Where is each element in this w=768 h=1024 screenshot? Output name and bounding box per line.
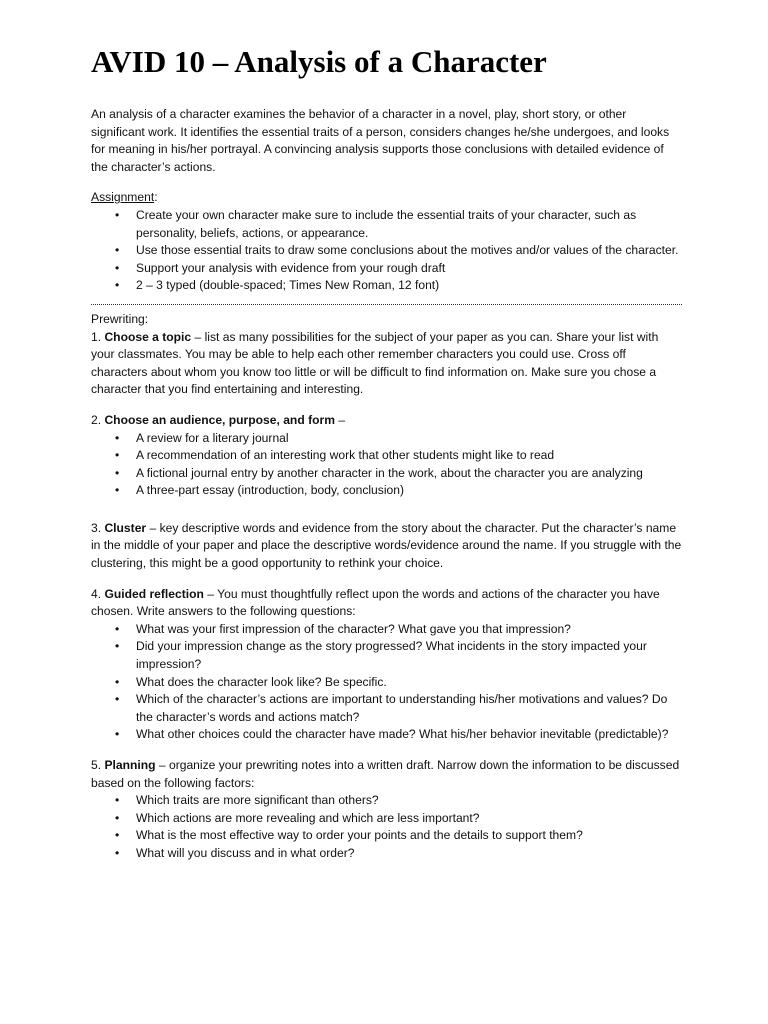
bullet-icon: • (115, 674, 120, 689)
bullet-icon: • (115, 845, 120, 860)
section-number: 5. (91, 758, 105, 772)
list-item (91, 726, 682, 744)
bullet-icon: • (115, 430, 120, 445)
section-audience-purpose-form (91, 412, 682, 500)
section-text: – (334, 412, 346, 427)
section-number: 1. (91, 329, 105, 344)
bullet-icon: • (115, 727, 120, 742)
list-item-text: Which traits are more significant than others? (136, 793, 379, 808)
list-item-text: A review for a literary journal (136, 430, 289, 445)
section-paragraph (91, 329, 682, 399)
list-item (91, 430, 682, 448)
list-item-text: Support your analysis with evidence from your rough draft (136, 260, 446, 275)
bullet-icon: • (115, 793, 120, 808)
bullet-icon: • (115, 448, 120, 463)
assignment-list (91, 207, 682, 295)
bullet-icon: • (115, 828, 120, 843)
section-cluster (91, 520, 682, 573)
section-choose-topic (91, 329, 682, 399)
list-item-text: What does the character look like? Be specific. (136, 674, 387, 689)
list-item (91, 277, 682, 295)
list-item (91, 260, 682, 278)
list-item (91, 810, 682, 828)
bullet-icon: • (115, 692, 120, 707)
list-item-text: A recommendation of an interesting work that other students might like to read (136, 448, 555, 463)
bullet-icon: • (115, 639, 120, 654)
list-item-text: What is the most effective way to order your points and the details to support them? (136, 828, 583, 843)
list-item-text: A three-part essay (introduction, body, conclusion) (136, 483, 404, 498)
list-item (91, 447, 682, 465)
list-item (91, 845, 682, 863)
bullet-icon: • (115, 207, 120, 222)
section-planning (91, 757, 682, 863)
list-item (91, 207, 682, 242)
form-options-list (91, 430, 682, 500)
bullet-icon: • (115, 465, 120, 480)
list-item (91, 465, 682, 483)
section-paragraph (91, 586, 682, 621)
section-number: 2. (91, 412, 105, 427)
list-item-text: Which of the character’s actions are important to understanding his/her motivations and values? Do the character’s words and actions match? (136, 692, 668, 724)
section-guided-reflection (91, 586, 682, 744)
section-number: 4. (91, 586, 105, 601)
section-number: 3. (91, 520, 105, 535)
list-item-text: Did your impression change as the story progressed? What incidents in the story impacted your impression? (136, 639, 647, 672)
list-item-text: What was your first impression of the character? What gave you that impression? (136, 621, 571, 636)
bullet-icon: • (115, 278, 120, 293)
list-item-text: Create your own character make sure to include the essential traits of your character, such as personality, beliefs, actions, or appearance. (136, 207, 637, 240)
section-heading: Guided reflection (104, 586, 204, 601)
list-item (91, 827, 682, 845)
planning-factors-list (91, 792, 682, 862)
list-item (91, 674, 682, 692)
list-item-text: 2 – 3 typed (double-spaced; Times New Roman, 12 font) (136, 278, 440, 293)
dotted-divider (91, 304, 682, 305)
assignment-label: Assignment (91, 190, 155, 205)
assignment-colon: : (154, 190, 158, 205)
assignment-heading (91, 189, 682, 207)
section-text: – You must thoughtfully reflect upon the words and actions of the character you have chosen. Write answers to the following questions: (91, 586, 660, 619)
list-item (91, 792, 682, 810)
list-item (91, 638, 682, 673)
section-text: – list as many possibilities for the subject of your paper as you can. Share your list with your classmates. You may be able to help each other remember characters you could use. Cross off characters about whom you know too little or will be difficult to find information on. Make sure you chose a character that you find entertaining and interesting. (91, 329, 659, 397)
list-item-text: A fictional journal entry by another character in the work, about the character you are analyzing (136, 465, 643, 480)
list-item-text: What other choices could the character have made? What his/her behavior inevitable (predictable)? (136, 727, 669, 742)
prewriting-heading: Prewriting: (91, 311, 149, 326)
document-title: AVID 10 – Analysis of a Character (91, 44, 547, 79)
bullet-icon: • (115, 621, 120, 636)
section-text: – key descriptive words and evidence from the story about the character. Put the character’s name in the middle of your paper and place the descriptive words/evidence around the name. If you struggle with the clustering, this might be a good opportunity to rethink your choice. (91, 520, 682, 571)
section-heading: Planning (104, 758, 156, 772)
section-heading: Choose a topic (104, 329, 192, 344)
bullet-icon: • (115, 483, 120, 498)
section-paragraph (91, 520, 682, 573)
bullet-icon: • (115, 810, 120, 825)
bullet-icon: • (115, 243, 120, 258)
list-item (91, 242, 682, 260)
list-item-text: Use those essential traits to draw some conclusions about the motives and/or values of the character. (136, 243, 679, 258)
list-item (91, 691, 682, 726)
list-item-text: Which actions are more revealing and which are less important? (136, 810, 480, 825)
section-heading: Cluster (104, 520, 147, 535)
list-item (91, 621, 682, 639)
section-paragraph (91, 412, 682, 430)
list-item (91, 482, 682, 500)
reflection-questions-list (91, 621, 682, 744)
section-heading: Choose an audience, purpose, and form (104, 412, 335, 427)
bullet-icon: • (115, 260, 120, 275)
intro-paragraph: An analysis of a character examines the behavior of a character in a novel, play, short story, or other significant work. It identifies the essential traits of a person, considers changes he/she undergoes, and looks for meaning in his/her portrayal. A convincing analysis supports those conclusions with detailed evidence of the character’s actions. (91, 107, 670, 174)
section-text: – organize your prewriting notes into a written draft. Narrow down the information to be discussed based on the following factors: (91, 758, 680, 790)
section-paragraph (91, 757, 682, 792)
list-item-text: What will you discuss and in what order? (136, 845, 355, 860)
